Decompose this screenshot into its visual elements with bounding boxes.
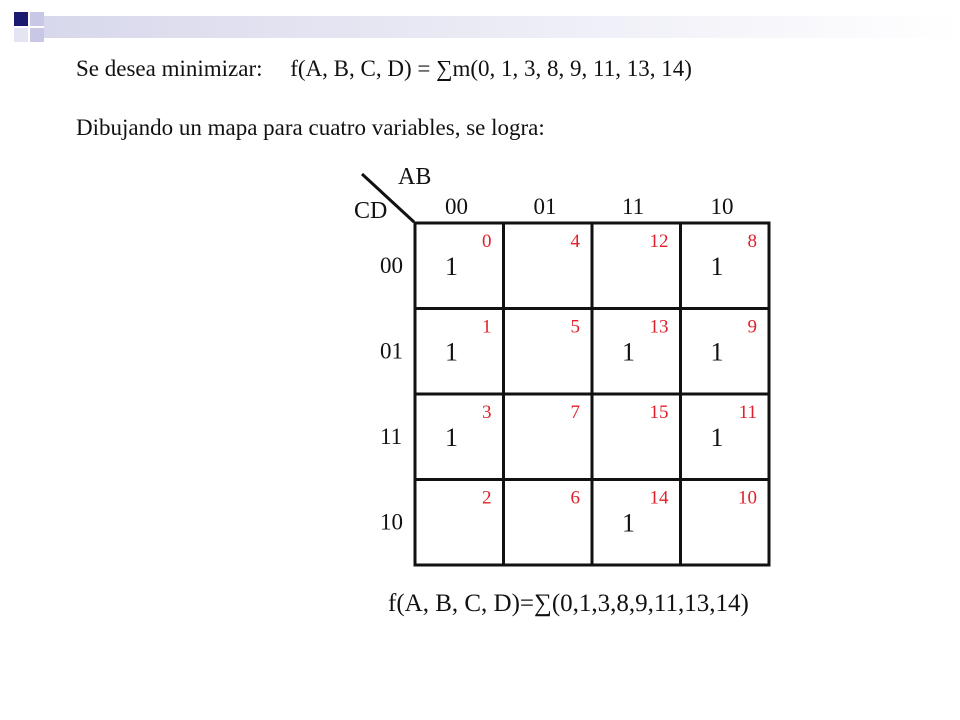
kmap-cell (415, 309, 504, 395)
kmap-cell (592, 309, 681, 395)
kmap-cell (415, 223, 504, 309)
column-header: 11 (622, 194, 645, 219)
minterm-index: 4 (570, 231, 580, 252)
kmap-cell (504, 480, 593, 566)
intro-label: Se desea minimizar: (76, 56, 263, 81)
kmap-cell (504, 223, 593, 309)
minterm-index: 9 (747, 316, 757, 338)
minterm-index: 6 (570, 487, 580, 509)
cell-value: 1 (622, 508, 635, 538)
row-variable-label: CD (354, 198, 388, 224)
kmap-cell (592, 480, 681, 566)
minterm-index: 3 (482, 402, 492, 423)
minterm-index: 15 (649, 402, 669, 423)
cell-value: 1 (445, 337, 458, 367)
square-pale-1 (14, 28, 28, 42)
minterm-index: 1 (482, 316, 492, 338)
row-header: 01 (380, 338, 403, 364)
column-header: 00 (445, 194, 468, 219)
minterm-index: 0 (482, 231, 492, 252)
description-text: Dibujando un mapa para cuatro variables, se logra: (76, 115, 545, 140)
cell-value: 1 (710, 423, 724, 452)
kmap-cell (681, 309, 770, 395)
kmap-cell (504, 309, 593, 395)
kmap-cell (681, 480, 770, 566)
kmap-cell (681, 223, 770, 309)
row-header: 11 (380, 424, 403, 449)
square-light (30, 12, 44, 26)
column-headers (445, 194, 734, 219)
square-light-2 (30, 28, 44, 42)
kmap-cell (592, 223, 681, 309)
square-navy (14, 12, 28, 26)
problem-statement (76, 56, 692, 82)
result-expression: f(A, B, C, D)=∑(0,1,3,8,9,11,13,14) (388, 590, 749, 617)
header-decoration (0, 0, 960, 60)
minterm-index: 2 (482, 487, 492, 509)
minterm-index: 12 (649, 231, 669, 252)
minterm-index: 7 (570, 402, 580, 423)
column-header: 01 (533, 194, 557, 219)
function-expression: f(A, B, C, D) = ∑m(0, 1, 3, 8, 9, 11, 13, 14) (290, 56, 692, 81)
cell-value: 1 (710, 337, 724, 367)
kmap-cell (592, 394, 681, 480)
cell-value: 1 (710, 252, 724, 281)
kmap-cell (504, 394, 593, 480)
kmap-cell (681, 394, 770, 480)
row-header: 10 (380, 509, 403, 535)
header-bar (44, 16, 960, 38)
column-variable-label: AB (398, 164, 432, 190)
kmap-cells (415, 223, 769, 565)
kmap-cell (415, 394, 504, 480)
minterm-index: 5 (570, 316, 580, 338)
minterm-index: 13 (649, 316, 669, 338)
minterm-index: 8 (747, 231, 757, 252)
kmap-cell (415, 480, 504, 566)
minterm-index: 11 (738, 402, 757, 423)
row-header: 00 (380, 253, 403, 278)
column-header: 10 (710, 194, 734, 219)
minterm-index: 14 (649, 487, 669, 509)
cell-value: 1 (445, 252, 458, 281)
row-headers (380, 253, 403, 535)
cell-value: 1 (445, 423, 458, 452)
karnaugh-map (340, 160, 800, 580)
cell-value: 1 (622, 337, 635, 367)
minterm-index: 10 (738, 487, 757, 509)
